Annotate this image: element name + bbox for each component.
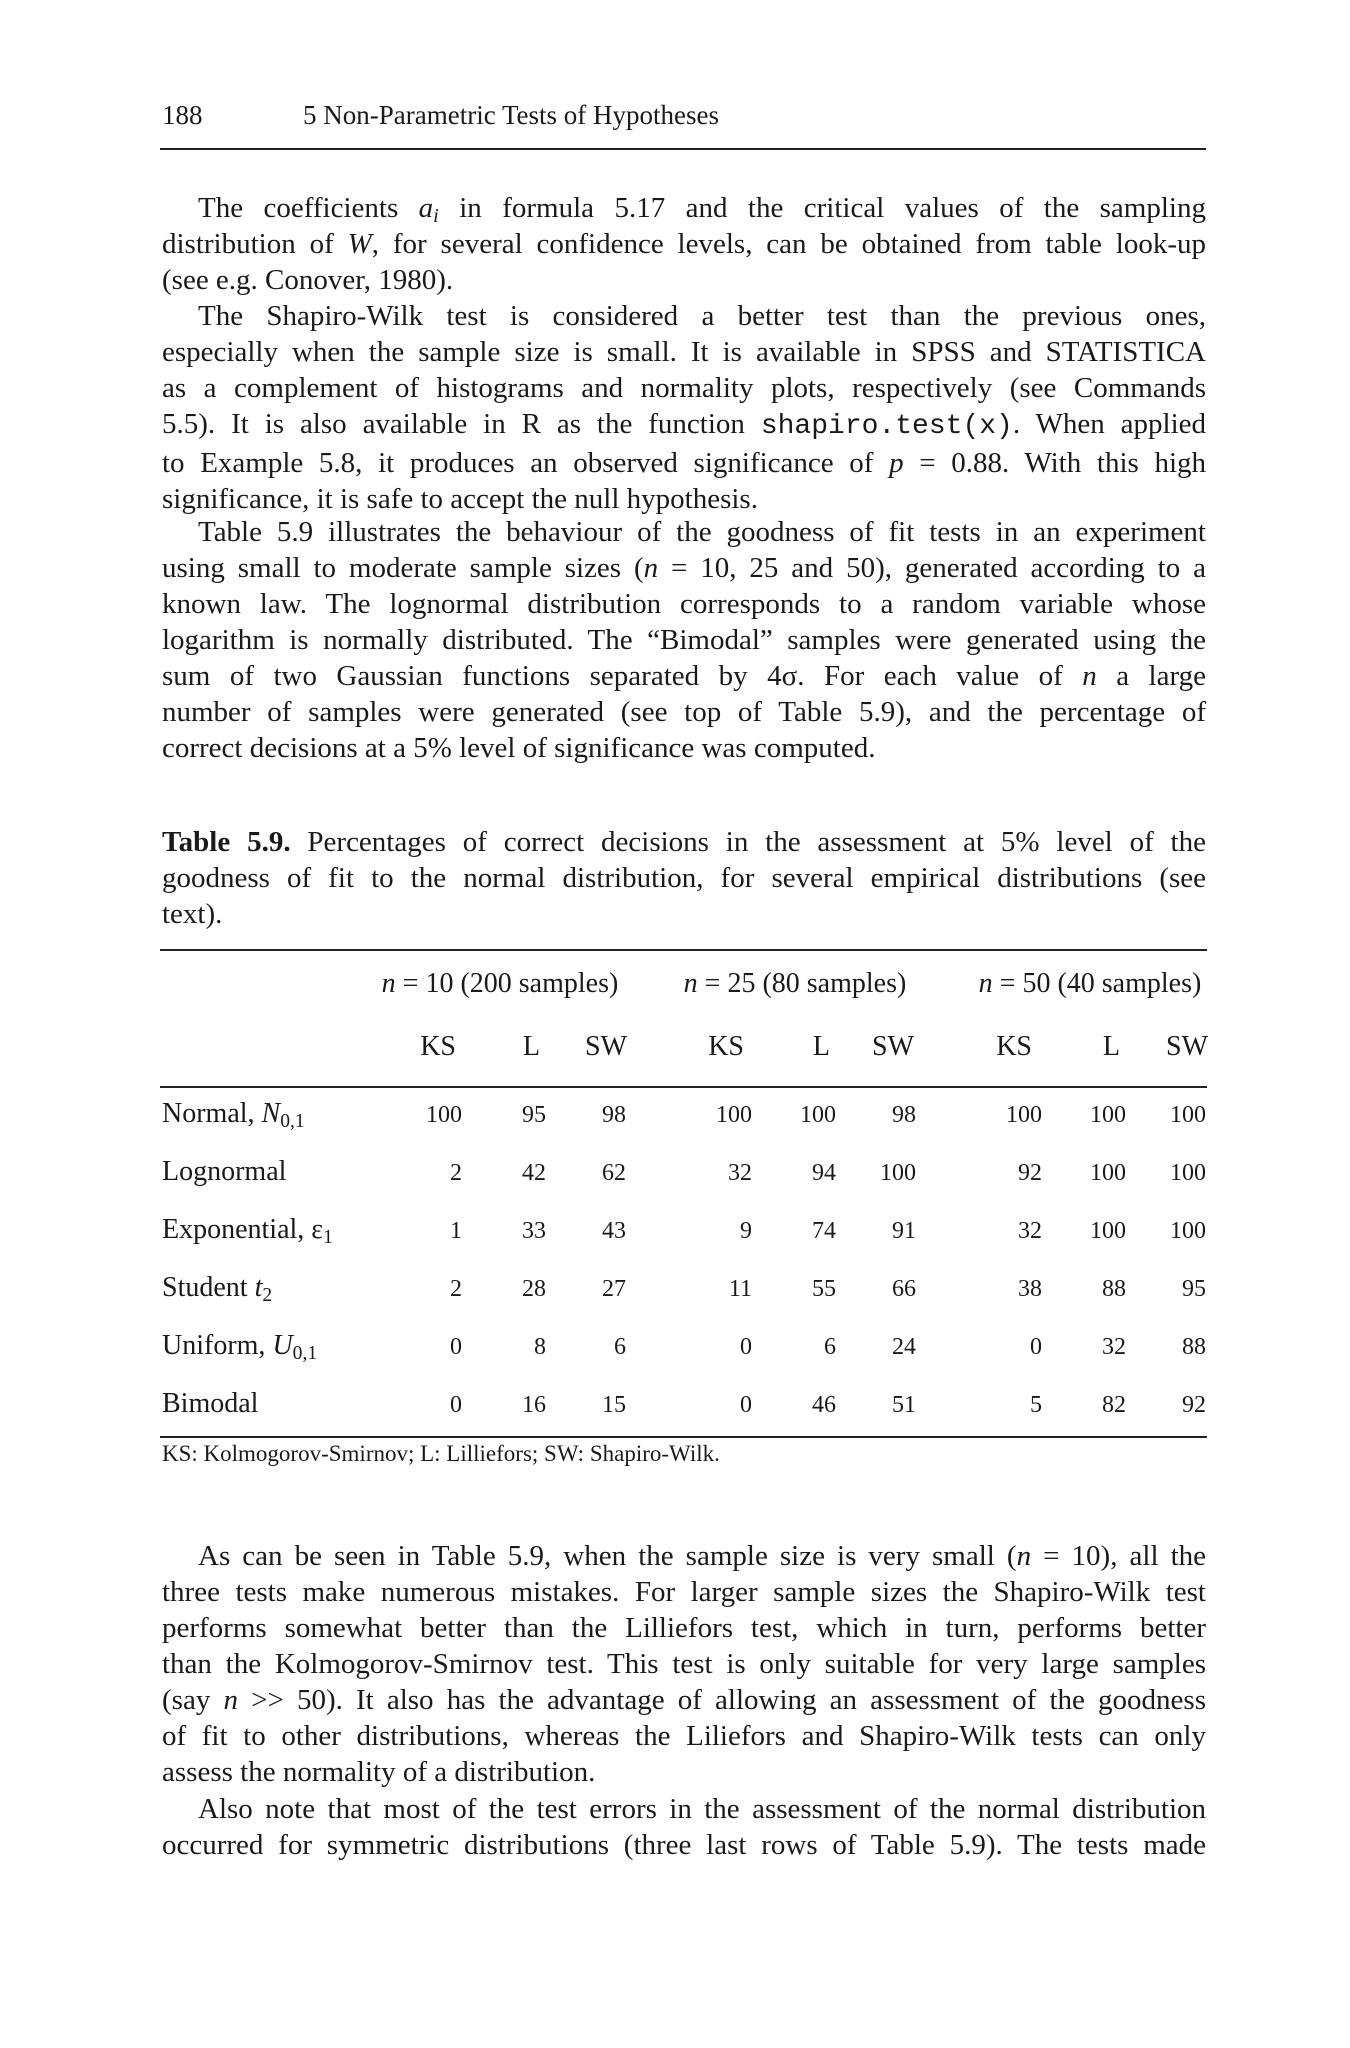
- table-footnote: KS: Kolmogorov-Smirnov; L: Lilliefors; SW: Shapiro-Wilk.: [162, 1441, 720, 1466]
- column-header: KS: [996, 1031, 1032, 1062]
- table-cell: 66: [892, 1276, 916, 1302]
- page-number: 188: [162, 100, 203, 130]
- table-top-rule: [160, 949, 1207, 951]
- table-cell: 27: [602, 1276, 626, 1302]
- row-label: Normal, $N_{0,1}$: [162, 1098, 305, 1132]
- table-cell: 100: [800, 1102, 836, 1128]
- table-cell: 11: [728, 1276, 752, 1302]
- table-cell: 0: [450, 1334, 462, 1360]
- paragraph-1: The coefficients $a_i$ in formula 5.17 and the critical values of the sampling distribution of W, for several confidence levels, can be obtained from table look-up (see e.g. Conover, 1980).: [162, 192, 1206, 296]
- column-header: L: [522, 1031, 540, 1062]
- row-label: Lognormal: [162, 1156, 287, 1187]
- table-cell: 32: [1018, 1218, 1042, 1244]
- table-cell: 100: [1006, 1102, 1042, 1128]
- group-header-n25: n = 25 (80 samples): [683, 968, 907, 999]
- table-cell: 1: [450, 1218, 462, 1244]
- table-cell: 88: [1182, 1334, 1206, 1360]
- table-cell: 82: [1102, 1392, 1126, 1418]
- column-header: SW: [872, 1031, 914, 1062]
- column-header: KS: [708, 1031, 744, 1062]
- page-header: [160, 100, 1206, 150]
- paragraph-3: Table 5.9 illustrates the behaviour of the goodness of fit tests in an experiment using small to moderate sample sizes (n = 10, 25 and 50), generated according to a known law. The lognormal distribution corresponds to a random variable whose logarithm is normally distributed. The “Bimodal” samples were generated using the sum of two Gaussian functions separated by 4σ. For each value of n a large number of samples were generated (see top of Table 5.9), and the percentage of correct decisions at a 5% level of significance was computed.: [162, 516, 1206, 764]
- table-cell: 100: [426, 1102, 462, 1128]
- table-cell: 88: [1102, 1276, 1126, 1302]
- table-cell: 91: [892, 1218, 916, 1244]
- table-header-rule: [160, 1086, 1207, 1088]
- table-cell: 28: [522, 1276, 546, 1302]
- column-header: L: [1102, 1031, 1120, 1062]
- table-cell: 33: [522, 1218, 546, 1244]
- table-cell: 100: [716, 1102, 752, 1128]
- table-cell: 0: [740, 1334, 752, 1360]
- table-cell: 32: [728, 1160, 752, 1186]
- table-cell: 100: [1090, 1102, 1126, 1128]
- column-header: SW: [1166, 1031, 1208, 1062]
- table-cell: 8: [534, 1334, 546, 1360]
- table-cell: 2: [450, 1276, 462, 1302]
- table-cell: 95: [522, 1102, 546, 1128]
- table-cell: 100: [880, 1160, 916, 1186]
- table-cell: 6: [614, 1334, 626, 1360]
- row-label: Uniform, $U_{0,1}$: [162, 1330, 318, 1364]
- table-cell: 46: [812, 1392, 836, 1418]
- paragraph-4: As can be seen in Table 5.9, when the sample size is very small (n = 10), all the three tests make numerous mistakes. For larger sample sizes the Shapiro-Wilk test performs somewhat better than the Lilliefors test, which in turn, performs better than the Kolmogorov-Smirnov test. This test is only suitable for very large samples (say n >> 50). It also has the advantage of allowing an assessment of the goodness of fit to other distributions, whereas the Liliefors and Shapiro-Wilk tests can only assess the normality of a distribution.: [162, 1540, 1206, 1788]
- table-cell: 100: [1090, 1160, 1126, 1186]
- table-cell: 5: [1030, 1392, 1042, 1418]
- table-cell: 0: [1030, 1334, 1042, 1360]
- table-bottom-rule: [160, 1436, 1207, 1438]
- running-title: 5 Non-Parametric Tests of Hypotheses: [303, 100, 720, 130]
- table-cell: 92: [1018, 1160, 1042, 1186]
- table-cell: 92: [1182, 1392, 1206, 1418]
- table-cell: 100: [1170, 1218, 1206, 1244]
- code-snippet: shapiro.test(x): [760, 411, 1013, 442]
- table-cell: 95: [1182, 1276, 1206, 1302]
- table-cell: 9: [740, 1218, 752, 1244]
- table-cell: 16: [522, 1392, 546, 1418]
- table-cell: 100: [1170, 1102, 1206, 1128]
- table-label: Table 5.9.: [162, 826, 291, 858]
- paragraph-2: The Shapiro-Wilk test is considered a better test than the previous ones, especially when the sample size is small. It is available in SPSS and STATISTICA as a complement of histograms and normality plots, respectively (see Commands 5.5). It is also available in R as the function shapiro.test(x). When applied to Example 5.8, it produces an observed significance of p = 0.88. With this high significance, it is safe to accept the null hypothesis.: [162, 300, 1207, 515]
- table-cell: 0: [450, 1392, 462, 1418]
- table-cell: 98: [892, 1102, 916, 1128]
- table-cell: 0: [740, 1392, 752, 1418]
- table-cell: 15: [602, 1392, 626, 1418]
- table-caption: Table 5.9. Percentages of correct decisions in the assessment at 5% level of the goodness of fit to the normal distribution, for several empirical distributions (see text).: [162, 826, 1206, 930]
- table-cell: 98: [602, 1102, 626, 1128]
- table-cell: 43: [602, 1218, 626, 1244]
- group-header-n50: n = 50 (40 samples): [978, 968, 1202, 999]
- row-label: Bimodal: [162, 1388, 259, 1419]
- column-header: L: [812, 1031, 830, 1062]
- table-cell: 100: [1170, 1160, 1206, 1186]
- row-label: Exponential, $\varepsilon_1$: [162, 1214, 333, 1248]
- column-header: SW: [585, 1031, 627, 1062]
- table-cell: 42: [522, 1160, 546, 1186]
- group-header-n10: n = 10 (200 samples): [381, 968, 619, 999]
- table-cell: 24: [892, 1334, 916, 1360]
- table-cell: 32: [1102, 1334, 1126, 1360]
- table-cell: 51: [892, 1392, 916, 1418]
- table-cell: 94: [812, 1160, 836, 1186]
- column-header: KS: [420, 1031, 456, 1062]
- table-cell: 62: [602, 1160, 626, 1186]
- table-cell: 38: [1018, 1276, 1042, 1302]
- row-label: Student $t_2$: [162, 1272, 273, 1306]
- table-cell: 74: [812, 1218, 836, 1244]
- table-cell: 100: [1090, 1218, 1126, 1244]
- table-cell: 55: [812, 1276, 836, 1302]
- table-cell: 2: [450, 1160, 462, 1186]
- paragraph-5: Also note that most of the test errors in the assessment of the normal distribution occurred for symmetric distributions (three last rows of Table 5.9). The tests made: [162, 1793, 1206, 1861]
- table-cell: 6: [824, 1334, 836, 1360]
